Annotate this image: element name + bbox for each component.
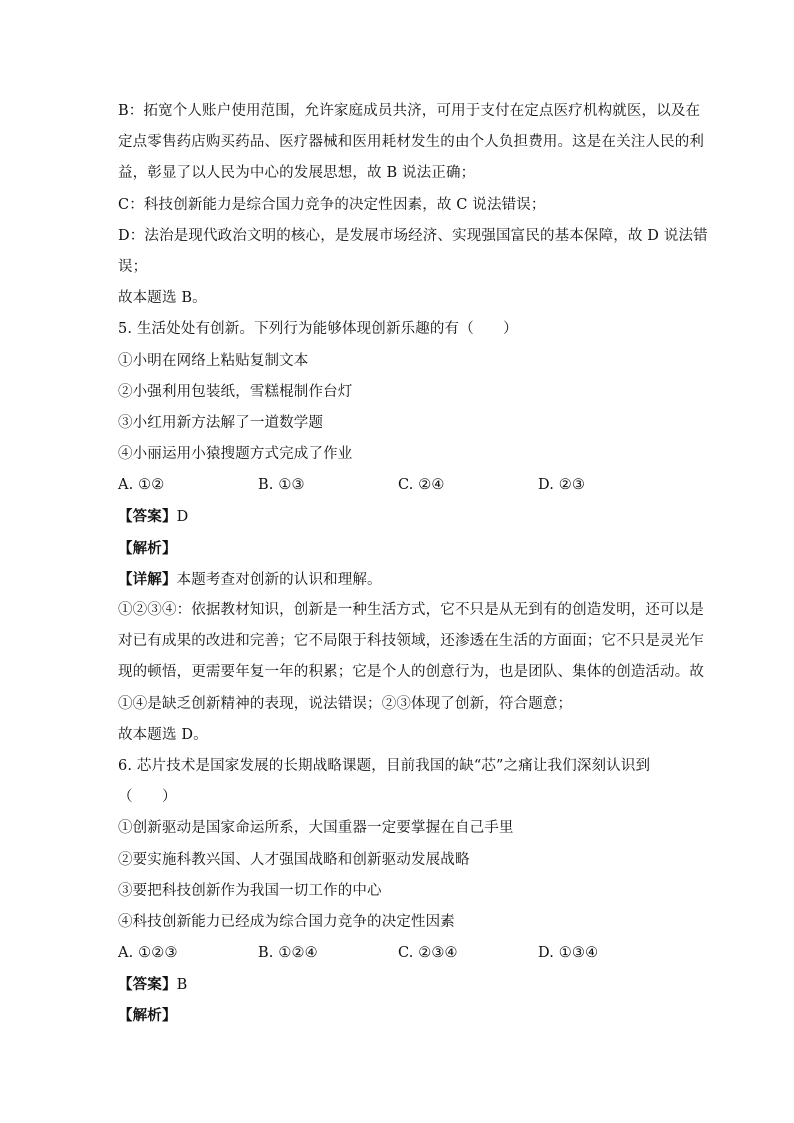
q6-item-4: ④科技创新能力已经成为综合国力竞争的决定性因素 bbox=[118, 913, 455, 930]
q6-analysis-label: 【解析】 bbox=[118, 1007, 177, 1025]
q5-option-d: D. ②③ bbox=[538, 477, 586, 494]
q6-answer bbox=[118, 969, 678, 1000]
analysis-c-line: C：科技创新能力是综合国力竞争的决定性因素，故 C 说法错误； bbox=[118, 196, 546, 213]
q5-stem: 5. 生活处处有创新。下列行为能够体现创新乐趣的有（ ） bbox=[118, 321, 518, 338]
q5-answer-value: D bbox=[176, 509, 189, 526]
q5-detail-line-2: 对已有成果的改进和完善；它不局限于科技领域，还渗透在生活的方面面；它不只是灵光乍 bbox=[118, 633, 704, 650]
q6-item-3: ③要把科技创新作为我国一切工作的中心 bbox=[118, 882, 382, 899]
q6-stem-line-2: （ ） bbox=[118, 789, 177, 806]
q5-detail-line-3: 现的顿悟，更需要年复一年的积累；它是个人的创意行为，也是团队、集体的创造活动。故 bbox=[118, 664, 704, 681]
analysis-b-line-3: 益，彰显了以人民为中心的发展思想，故 B 说法正确； bbox=[118, 165, 476, 182]
q5-conclusion: 故本题选 D。 bbox=[118, 726, 208, 743]
q6-item-1: ①创新驱动是国家命运所系，大国重器一定要掌握在自己手里 bbox=[118, 820, 514, 837]
q5-detail-line-4: ①④是缺乏创新精神的表现，说法错误；②③体现了创新，符合题意； bbox=[118, 695, 573, 712]
q5-item-3: ③小红用新方法解了一道数学题 bbox=[118, 414, 324, 431]
q5-item-1: ①小明在网络上粘贴复制文本 bbox=[118, 352, 309, 369]
analysis-d-line-2: 误； bbox=[118, 258, 148, 275]
q5-detail-line-1: ①②③④：依据教材知识，创新是一种生活方式，它不只是从无到有的创造发明，还可以是 bbox=[118, 602, 704, 618]
q5-answer-label: 【答案】 bbox=[118, 508, 177, 526]
q5-analysis-label: 【解析】 bbox=[118, 539, 177, 557]
document-page bbox=[118, 96, 708, 1032]
q5-option-c: C. ②④ bbox=[398, 477, 445, 494]
q5-option-a: A. ①② bbox=[118, 477, 165, 494]
q6-option-d: D. ①③④ bbox=[538, 945, 599, 962]
q5-detail-label: 【详解】 bbox=[118, 570, 177, 588]
q6-options bbox=[118, 938, 678, 969]
q6-answer-label: 【答案】 bbox=[118, 976, 177, 994]
q6-option-b: B. ①②④ bbox=[258, 945, 318, 962]
q5-options bbox=[118, 470, 678, 501]
q6-item-2: ②要实施科教兴国、人才强国战略和创新驱动发展战略 bbox=[118, 851, 470, 868]
analysis-b-line-1: B：拓宽个人账户使用范围，允许家庭成员共济，可用于支付在定点医疗机构就医，以及在 bbox=[118, 103, 701, 119]
analysis-d-line-1: D：法治是现代政治文明的核心，是发展市场经济、实现强国富民的基本保障，故 D 说法错 bbox=[118, 227, 708, 244]
q5-detail-intro: 本题考查对创新的认识和理解。 bbox=[176, 571, 382, 588]
q5-detail bbox=[118, 564, 678, 595]
q5-item-2: ②小强利用包装纸，雪糕棍制作台灯 bbox=[118, 383, 353, 400]
analysis-b-line-2: 定点零售药店购买药品、医疗器械和医用耗材发生的由个人负担费用。这是在关注人民的利 bbox=[118, 134, 704, 151]
q5-item-4: ④小丽运用小猿搜题方式完成了作业 bbox=[118, 446, 353, 463]
prev-conclusion: 故本题选 B。 bbox=[118, 290, 207, 307]
q6-stem-line-1: 6. 芯片技术是国家发展的长期战略课题，目前我国的缺“芯”之痛让我们深刻认识到 bbox=[118, 757, 651, 774]
q6-answer-value: B bbox=[176, 977, 188, 994]
q5-option-b: B. ①③ bbox=[258, 477, 305, 494]
q5-answer bbox=[118, 501, 678, 532]
q6-option-c: C. ②③④ bbox=[398, 945, 458, 962]
q6-option-a: A. ①②③ bbox=[118, 945, 178, 962]
